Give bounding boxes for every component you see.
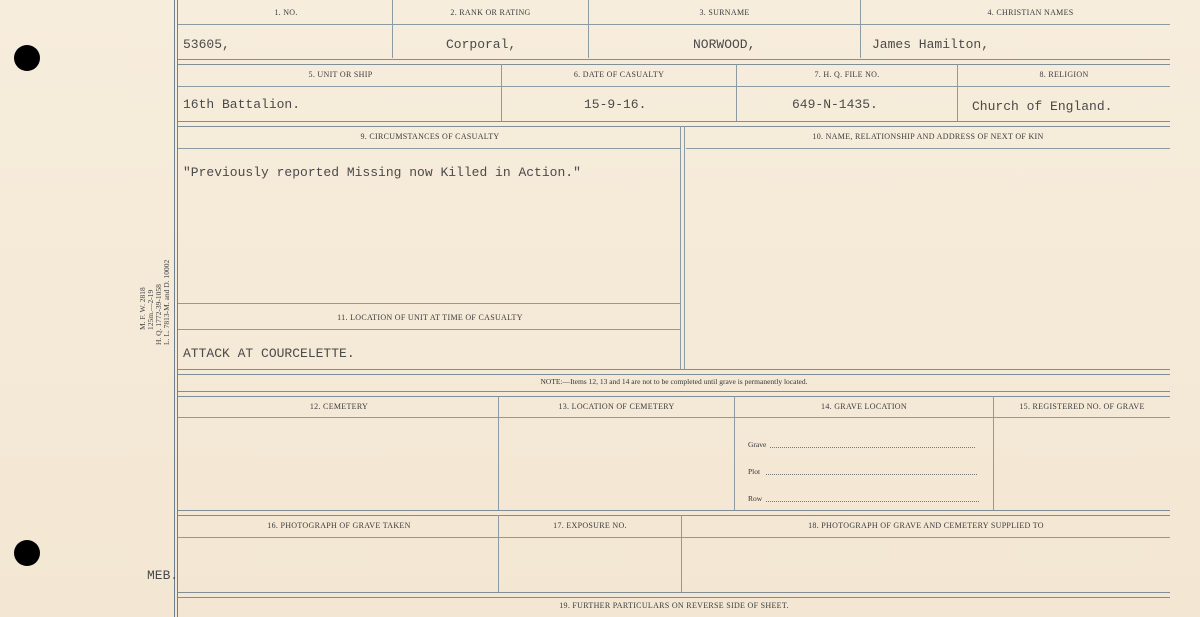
row4-divider-1 <box>498 396 499 510</box>
row-dotted-line <box>766 501 979 502</box>
unit: 16th Battalion. <box>183 97 301 112</box>
header-no: 1. NO. <box>274 8 298 17</box>
row5-divider-2 <box>681 515 682 593</box>
punch-hole-bottom <box>14 540 40 566</box>
header-circumstances: 9. CIRCUMSTANCES OF CASUALTY <box>360 132 500 141</box>
row5-divider-1 <box>498 515 499 593</box>
row4-header-line <box>178 417 1170 418</box>
plot-dotted-line <box>766 474 977 475</box>
location-of-unit: ATTACK AT COURCELETTE. <box>183 346 355 361</box>
row5-bottom-rule <box>178 592 1170 598</box>
row3-divider-b <box>684 126 685 370</box>
surname: NORWOOD, <box>693 37 756 52</box>
row4-divider-2 <box>734 396 735 510</box>
christian-names: James Hamilton, <box>872 37 990 52</box>
row1-divider-2 <box>588 0 589 58</box>
header-grave-location: 14. GRAVE LOCATION <box>821 402 907 411</box>
header-location-of-cemetery: 13. LOCATION OF CEMETERY <box>558 402 675 411</box>
row4-divider-3 <box>993 396 994 510</box>
header-photograph-supplied: 18. PHOTOGRAPH OF GRAVE AND CEMETERY SUPPLIED TO <box>808 521 1044 530</box>
header-next-of-kin: 10. NAME, RELATIONSHIP AND ADDRESS OF NEXT OF KIN <box>812 132 1044 141</box>
side-print-1: M. F. W. 2818 <box>138 287 147 330</box>
row1-divider-3 <box>860 0 861 58</box>
circumstances-of-casualty: "Previously reported Missing now Killed in Action." <box>183 165 581 180</box>
initials: MEB. <box>147 568 179 583</box>
row2-divider-2 <box>736 64 737 122</box>
row2-bottom-rule <box>178 121 1170 127</box>
row3-bottom-rule <box>178 369 1170 375</box>
header-christian-names: 4. CHRISTIAN NAMES <box>987 8 1074 17</box>
row1-bottom-rule <box>178 59 1170 65</box>
row1-header-line <box>178 24 1170 25</box>
note-bottom-rule <box>178 391 1170 397</box>
grave-dotted-line <box>770 447 975 448</box>
location-header-line <box>178 329 680 330</box>
left-margin-line <box>174 0 175 617</box>
header-file-no: 7. H. Q. FILE NO. <box>814 70 880 79</box>
kin-header-line <box>686 148 1170 149</box>
date-of-casualty: 15-9-16. <box>584 97 647 112</box>
header-location-of-unit: 11. LOCATION OF UNIT AT TIME OF CASUALTY <box>337 313 523 322</box>
left-margin-line-2 <box>177 0 178 617</box>
header-religion: 8. RELIGION <box>1039 70 1089 79</box>
header-photograph-taken: 16. PHOTOGRAPH OF GRAVE TAKEN <box>267 521 411 530</box>
row2-header-line <box>178 86 1170 87</box>
row5-header-line <box>178 537 1170 538</box>
row3-divider-a <box>680 126 681 370</box>
side-print-3: H. Q. 1772-39-1058 <box>154 284 163 345</box>
header-exposure-no: 17. EXPOSURE NO. <box>553 521 627 530</box>
location-top-line <box>178 303 680 304</box>
row-label: Row <box>748 494 763 503</box>
plot-label: Plot <box>748 467 761 476</box>
header-registered-no: 15. REGISTERED NO. OF GRAVE <box>1019 402 1145 411</box>
religion: Church of England. <box>972 99 1113 114</box>
hq-file-no: 649-N-1435. <box>792 97 878 112</box>
circumstances-header-line <box>178 148 680 149</box>
header-cemetery: 12. CEMETERY <box>309 402 369 411</box>
punch-hole-top <box>14 45 40 71</box>
header-date: 6. DATE OF CASUALTY <box>573 70 665 79</box>
header-rank: 2. RANK OR RATING <box>450 8 531 17</box>
side-print-2: 125m.—2-19 <box>146 289 155 330</box>
row2-divider-3 <box>957 64 958 122</box>
side-print-4: L. L. 7813-M. and D. 10002 <box>162 259 171 345</box>
header-unit: 5. UNIT OR SHIP <box>308 70 373 79</box>
row2-divider-1 <box>501 64 502 122</box>
note-text: NOTE:—Items 12, 13 and 14 are not to be completed until grave is permanently located. <box>540 377 808 386</box>
grave-label: Grave <box>748 440 767 449</box>
row1-divider-1 <box>392 0 393 58</box>
rank: Corporal, <box>446 37 517 52</box>
service-number: 53605, <box>183 37 230 52</box>
header-surname: 3. SURNAME <box>699 8 750 17</box>
row4-bottom-rule <box>178 510 1170 516</box>
footer-note: 19. FURTHER PARTICULARS ON REVERSE SIDE OF SHEET. <box>559 601 789 610</box>
